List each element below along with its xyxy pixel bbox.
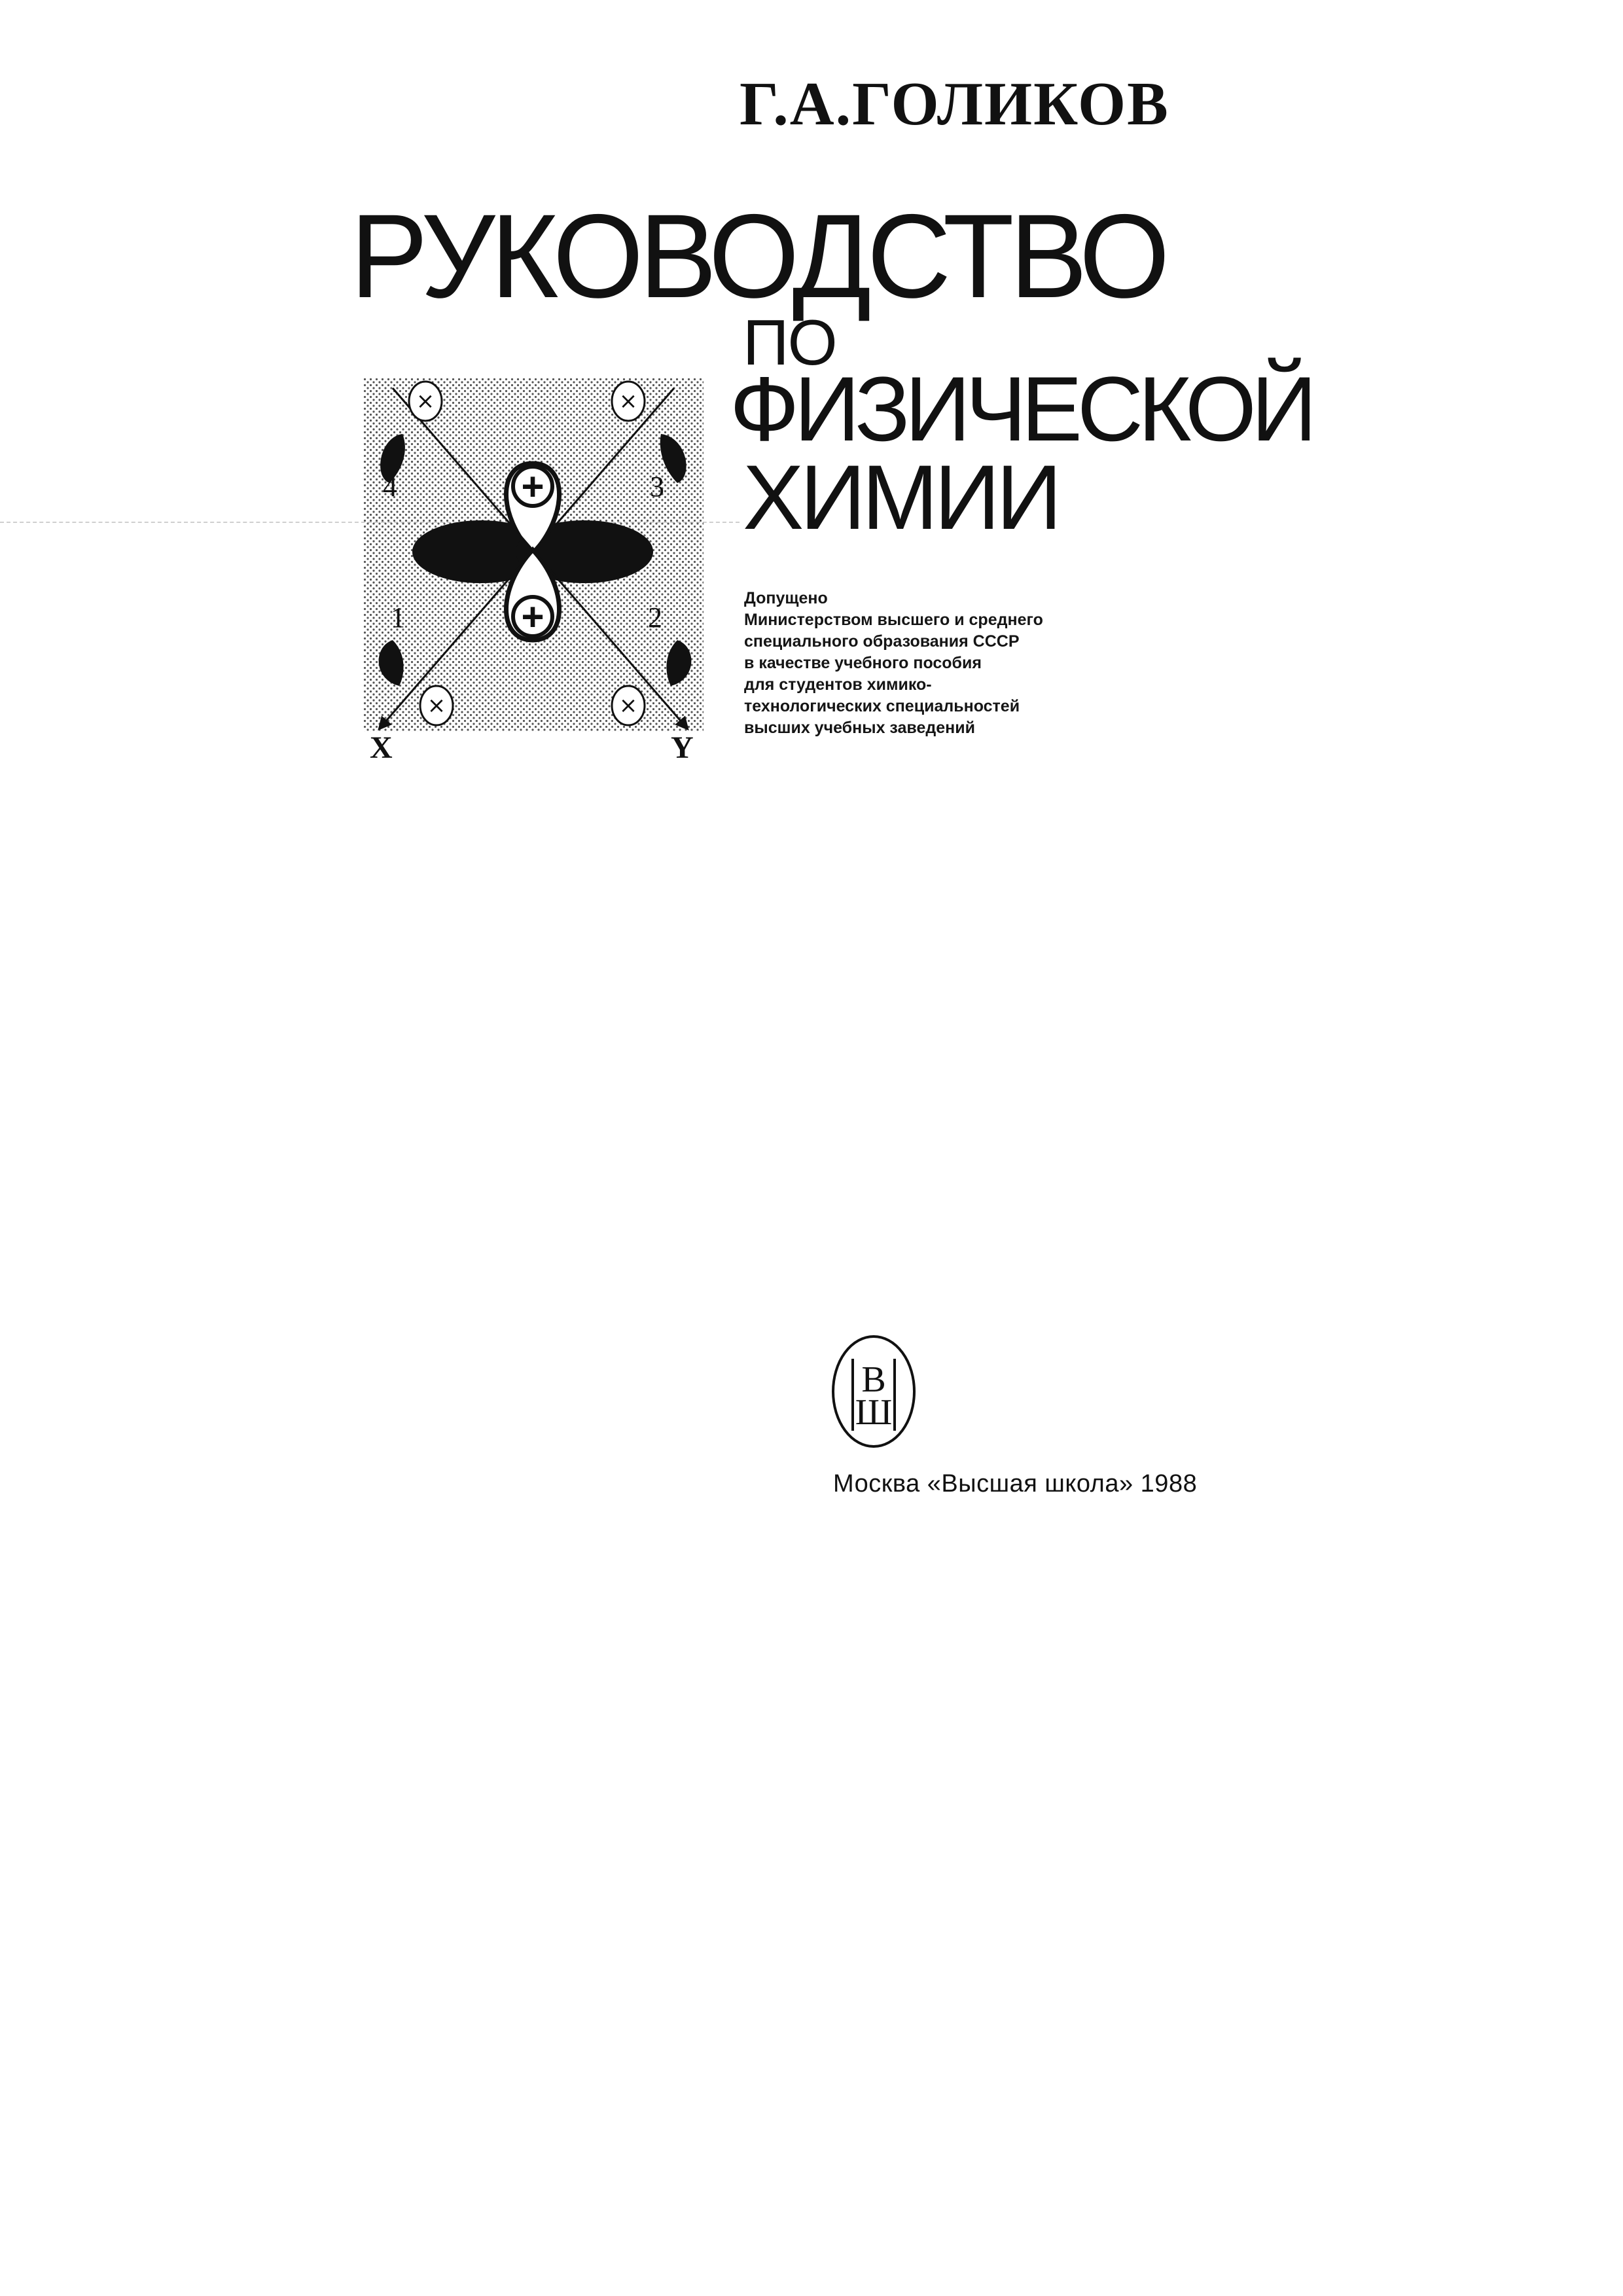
orbital-label-1: 1 (391, 601, 405, 634)
publisher-logo (828, 1333, 919, 1450)
logo-letter-bottom: Ш (855, 1392, 893, 1433)
cross-sign-3: × (618, 388, 638, 414)
cross-sign-2: × (618, 692, 638, 719)
axis-label-x: X (370, 730, 393, 764)
axis-label-y: Y (671, 730, 694, 764)
approval-line: Допущено (744, 589, 828, 607)
ministry-approval-note (744, 588, 1043, 739)
book-title-line-3: ФИЗИЧЕСКОЙ (730, 357, 1312, 460)
plus-sign-lower: + (521, 595, 544, 639)
book-title-line-1: РУКОВОДСТВО (350, 189, 1166, 323)
approval-line: высших учебных заведений (744, 719, 975, 737)
book-title-line-4: ХИМИИ (743, 446, 1058, 548)
book-title-line-2: ПО (743, 306, 836, 378)
cross-sign-1: × (427, 692, 446, 719)
approval-line: специального образования СССР (744, 632, 1020, 651)
orbital-label-3: 3 (650, 471, 664, 503)
orbital-diagram (363, 372, 710, 764)
approval-line: в качестве учебного пособия (744, 654, 982, 672)
logo-letter-top: В (861, 1359, 886, 1400)
approval-line: для студентов химико- (744, 675, 932, 694)
approval-line: Министерством высшего и среднего (744, 611, 1043, 629)
orbital-label-2: 2 (648, 601, 662, 634)
approval-line: технологических специальностей (744, 697, 1020, 715)
author-name: Г.А.ГОЛИКОВ (740, 70, 1169, 138)
orbital-label-4: 4 (383, 471, 397, 503)
cross-sign-4: × (416, 388, 435, 414)
publisher-imprint: Москва «Высшая школа» 1988 (833, 1470, 1198, 1498)
plus-sign-upper: + (521, 465, 544, 509)
